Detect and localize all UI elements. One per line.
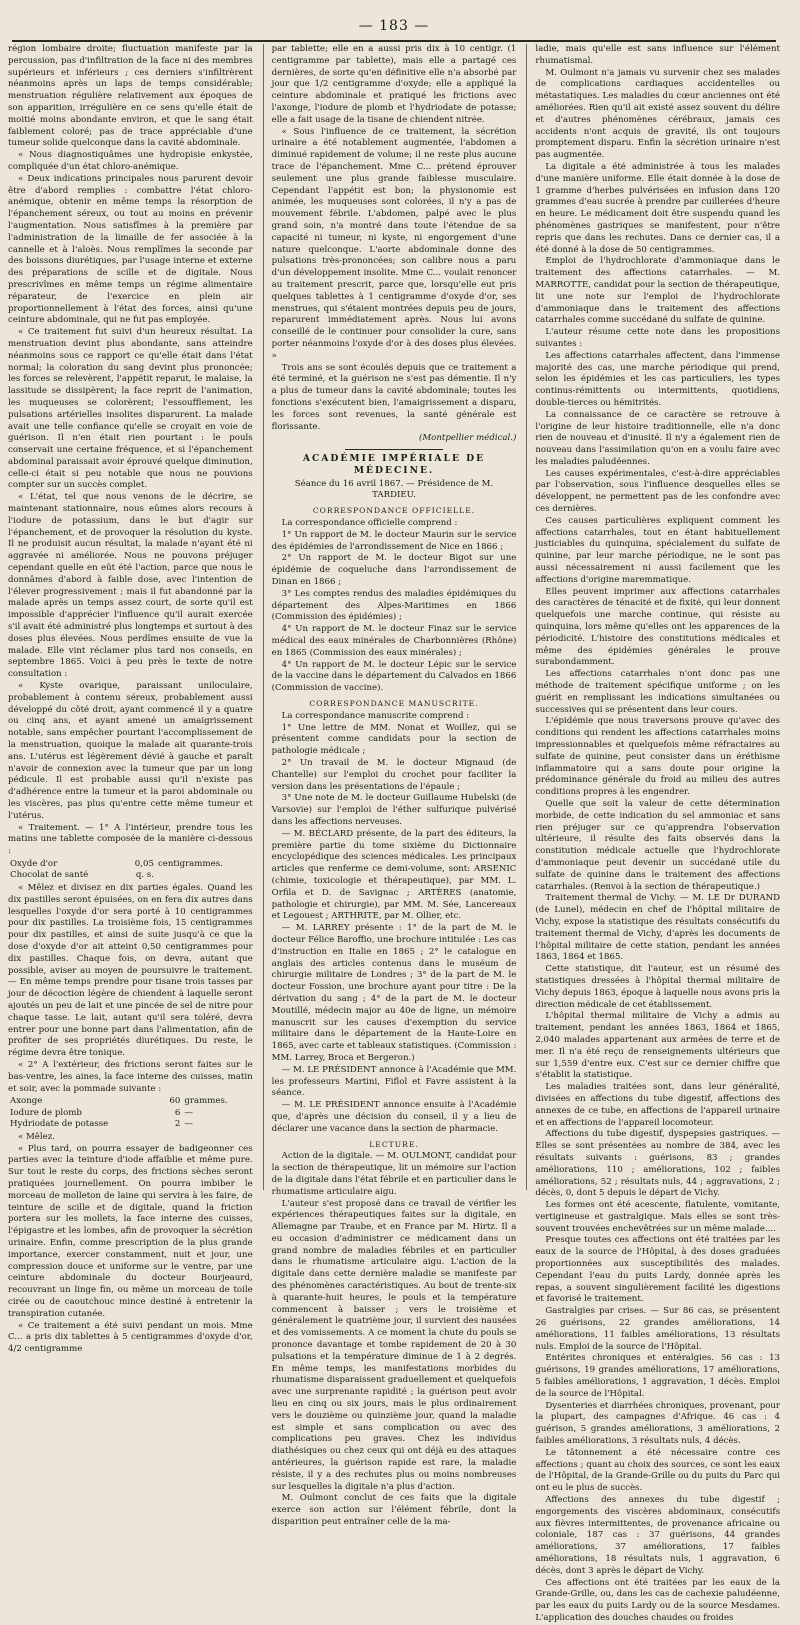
recipe-amount: 0,05 — [134, 858, 154, 869]
subsection-title: CORRESPONDANCE OFFICIELLE. — [312, 506, 476, 516]
paragraph: M. Oulmont n'a jamais vu survenir chez ses malades de complications cardiaques accidentelles ou métastatiques. Les maladies du cœur anciennes ont été améliorées. Rien qu'il ait existé assez souvent du délire et d'autres phénomènes cérébraux, jamais ces accidents n'ont acquis de gravité, ils ont toujours promptement disparu. Enfin la sécrétion urinaire n'est pas augmentée. — [535, 67, 781, 161]
paragraph: Le tâtonnement a été nécessaire contre ces affections ; quant au choix des sources, ce sont les eaux de l'Hôpital, de la Grande-Grille ou du puits du Parc qui ont eu le plus de succès. — [535, 1447, 781, 1494]
paragraph: Affections du tube digestif, dyspepsies gastriques. — Elles se sont présentées au nombre de 384, avec les résultats suivants : guérisons, 83 ; grandes améliorations, 110 ; améliorations, 102 ; faibles améliorations, 52 ; résultats nuls, 44 ; aggravations, 2 ; décès, 0, dont 5 depuis le départ de Vichy. — [535, 1129, 781, 1199]
paragraph: « Plus tard, on pourra essayer de badigeonner ces parties avec la teinture d'iode affaiblie et même pure. Sur tout le reste du corps, des frictions sèches seront pratiquées journellement. On pourra imbiber le morceau de molleton de laine qui servira à les faire, de teinture de scille et de digitale, quand la friction portera sur les mollets, la face interne des cuisses, l'épigastre et les lombes, afin de provoquer la sécrétion urinaire. Enfin, comme prescription de la plus grande importance, exercer constamment, nuit et jour, une compression douce et uniforme sur le ventre, par une ceinture abdominale du docteur Bourjeaurd, recouvrant un linge fin, ou même un morceau de toile cirée ou de caoutchouc mince destiné à entretenir la transpiration cutanée. — [8, 1143, 253, 1319]
session-line: Séance du 16 avril 1867. — Présidence de M. TARDIEU. — [294, 478, 494, 501]
paragraph: Ces causes particulières expliquent comment les affections catarrhales, tout en étant habituellement justiciables du quinquina, spécialement du sulfate de quinine, par leur marche périodique, ne le sont pas aussi nécessairement ni aussi facilement que les affections d'origine maremmatique. — [535, 515, 781, 585]
paragraph: M. Oulmont conclut de ces faits que la digitale exerce son action sur l'élément fébrile, dont la disparition peut entraîner celle de la ma- — [271, 1493, 517, 1528]
source-citation: (Montpellier médical.) — [419, 433, 517, 444]
paragraph: « Traitement. — 1° A l'intérieur, prendre tous les matins une tablette composée de la manière ci-dessous : — [8, 822, 253, 857]
section-divider — [345, 449, 443, 450]
paragraph: L'hôpital thermal militaire de Vichy a admis au traitement, pendant les années 1863, 1864 et 1865, 2,040 malades appartenant aux armées de terre et de mer. Il n'a été reçu de renseignements ultérieurs que sur 1,559 d'entre eux. C'est sur ce dernier chiffre que s'établit la statistique. — [535, 1011, 781, 1081]
paragraph: — M. LE PRÉSIDENT annonce ensuite à l'Académie que, d'après une décision du conseil, il y a lieu de déclarer une vacance dans la section de pharmacie. — [271, 1100, 517, 1134]
paragraph: 2° Un rapport de M. le docteur Bigot sur une épidémie de coqueluche dans l'arrondissement de Dinan en 1866 ; — [271, 553, 517, 588]
paragraph: — M. LE PRÉSIDENT annonce à l'Académie que MM. les professeurs Martini, Fiflol et Favre assistent à la séance. — [271, 1064, 517, 1099]
paragraph: Gastralgies par crises. — Sur 86 cas, se présentent 26 guérisons, 22 grandes améliorations, 14 améliorations, 11 faibles améliorations, 13 résultats nuls. Emploi de la source de l'Hôpital. — [535, 1306, 781, 1352]
paragraph: Trois ans se sont écoulés depuis que ce traitement a été terminé, et la guérison ne s'est pas démentie. Il n'y a plus de tumeur dans la cavité abdominale; toutes les fonctions s'exécutent bien, l'amaigrissement a disparu, les forces sont revenues, la santé générale est florissante. — [271, 362, 517, 432]
paragraph: Action de la digitale. — M. OULMONT, candidat pour la section de thérapeutique, lit un mémoire sur l'action de la digitale dans l'état fébrile et en particulier dans le rhumatisme articulaire aigu. — [271, 1151, 517, 1197]
paragraph: ladie, mais qu'elle est sans influence sur l'élément rhumatismal. — [535, 44, 781, 66]
paragraph: La correspondance manuscrite comprend : — [281, 710, 470, 721]
recipe-ingredient: Axonge — [10, 1096, 43, 1107]
paragraph: — M. LARREY présente : 1° de la part de M. le docteur Félice Baroffio, une brochure intitulée : Les cas d'instruction en Italie en 1865 ; 2° le catalogue en anglais des articles contenus dans le muséum de chirurgie militaire de Londres ; 3° de la part de M. le docteur Fossion, une brochure ayant pour titre : De la dérivation du sang ; 4° de la part de M. le docteur Moutillé, médecin major au 40e de ligne, un mémoire manuscrit sur les causes d'exemption du service militaire dans le département de la Haute-Loire en 1865, avec carte et tableaux statistiques. (Commission : MM. Larrey, Broca et Bergeron.) — [271, 923, 517, 1063]
paragraph: Ces affections ont été traitées par les eaux de la Grande-Grille, ou, dans les cas de cachexie paludéenne, par les eaux du puits Lardy ou de la source Mesdames. L'application des douches chaudes ou froides — [535, 1577, 781, 1623]
paragraph: par tablette; elle en a aussi pris dix à 10 centigr. (1 centigramme par tablette), mais elle a partagé ces dernières, de sorte qu'en définitive elle n'a absorbé par jour que 1/2 centigramme d'oxyde; elle a appliqué la ceinture abdominale et pratiqué les frictions avec l'axonge, l'iodure de plomb et l'hydriodate de potasse; elle a fait usage de la tisane de chiendent nitrée. — [271, 44, 517, 125]
paragraph: 1° Un rapport de M. le docteur Maurin sur le service des épidémies de l'arrondissement de Nice en 1866 ; — [271, 529, 517, 552]
paragraph: Les formes ont été acescente, flatulente, vomitante, vertigineuse et gastralgique. Mais elles se sont très-souvent trouvées enchevêtrées sur un même malade.... — [535, 1200, 781, 1234]
paragraph: L'épidémie que nous traversons prouve qu'avec des conditions qui rendent les affections catarrhales moins impressionnables et quelquefois même réfractaires au sulfate de quinine, peut consister dans un éréthisme inflammatoire qui a sans doute pour origine la prédominance générale du froid au milieu des autres conditions propres à les engendrer. — [535, 716, 781, 798]
paragraph: Les affections catarrhales n'ont donc pas une méthode de traitement spécifique uniforme ; on les guérit en remplissant les indications simultanées ou successives qui se présentent dans leur cours. — [535, 669, 781, 715]
paragraph: « L'état, tel que nous venons de le décrire, se maintenant stationnaire, nous eûmes alors recours à l'iodure de potassium, dans le but d'agir sur l'épanchement, et de provoquer la résolution du kyste. Il ne produisit aucun résultat, la malade n'ayant été ni aggravée ni améliorée. Nous ne pouvons préjuger cependant quelle en eût été l'action, parce que nous le donnâmes d'abord à faible dose, avec l'intention de l'élever progressivement ; mais il fut abandonné par la malade après un temps assez court, de sorte qu'il est impossible d'apprécier l'influence qu'il aurait exercée s'il avait été administré plus longtemps et surtout à des doses plus élevées. Nous perdîmes ensuite de vue la malade. Elle vint réclamer plus tard nos conseils, en septembre 1865. Voici à peu près le texte de notre consultation : — [8, 492, 253, 680]
recipe-ingredient: Hydriodate de potasse — [10, 1119, 109, 1130]
header-rule — [12, 40, 776, 42]
paragraph: « 2° A l'extérieur, des frictions seront faites sur le bas-ventre, les aines, la face interne des cuisses, matin et soir, avec la pommade suivante : — [8, 1059, 253, 1094]
paragraph: La digitale a été administrée à tous les malades d'une manière uniforme. Elle était donnée à la dose de 1 gramme d'herbes pulvérisées en infusion dans 120 grammes d'eau sucrée à prendre par cuillerées d'heure en heure. Le médicament doit être suspendu quand les phénomènes gastriques se manifestent, pour n'être repris que dans les rechutes. Dans ce dernier cas, il a été donné à la dose de 50 centigrammes. — [535, 161, 781, 255]
page-number: — 183 — — [358, 18, 430, 34]
paragraph: « Mêlez. — [18, 1131, 55, 1142]
text-columns — [8, 44, 781, 1623]
paragraph: L'auteur s'est proposé dans ce travail de vérifier les expériences thérapeutiques faites sur la digitale, en Allemagne par Traube, et en France par M. Hirtz. Il a eu occasion d'administrer ce médicament dans un grand nombre de maladies fébriles et en particulier dans le rhumatisme articulaire aigu. L'action de la digitale dans cette dernière maladie se manifeste par des phénomènes caractéristiques. Au bout de trente-six à quarante-huit heures, le pouls et la température commencent à baisser ; vers le troisième et généralement le quatrième jour, il survient des nausées et des vomissements. A ce moment la chute du pouls se prononce davantage et tombe rapidement de 20 à 30 pulsations et la température diminue de 1 à 2 degrés. En même temps, les manifestations morbides du rhumatisme disparaissent graduellement et quelquefois avec une surprenante rapidité ; la guérison peut avoir lieu en cinq ou six jours, mais le plus ordinairement vers le douzième ou quinzième jour, quand la maladie est simple et sans complication ou avec des complications peu graves. Chez les individus diathésiques ou chez ceux qui ont déjà eu des attaques antérieures, la guérison rapide est rare, la maladie résiste, il y a des rechutes plus ou moins nombreuses sur lesquelles la digitale n'a plus d'action. — [271, 1198, 517, 1492]
page-header — [8, 0, 780, 44]
recipe-row — [8, 1096, 253, 1108]
paragraph: La correspondance officielle comprend : — [281, 518, 458, 529]
paragraph: 4° Un rapport de M. le docteur Lépic sur le service de la vaccine dans le département du Calvados en 1866 (Commission de vaccine). — [271, 659, 517, 694]
paragraph: Quelle que soit la valeur de cette détermination morbide, de cette indication du sel ammoniac et sans rien préjuger sur ce qu'apprendra l'observation ultérieure, il résulte des faits observés dans la constitution médicale actuelle que l'hydrochlorate d'ammoniaque peut devenir un succédané utile du sulfate de quinine dans le traitement des affections catarrhales. (Renvoi à la section de thérapeutique.) — [535, 799, 781, 892]
subsection-title: CORRESPONDANCE MANUSCRITE. — [309, 699, 479, 709]
recipe-unit: — — [184, 1119, 193, 1130]
paragraph: — M. BÉCLARD présente, de la part des éditeurs, la première partie du tome sixième du Dictionnaire encyclopédique des sciences médicales. Les principaux articles que renferme ce demi-volume, sont: ARSENIC (chimie, toxicologie et thérapeutique), par MM. L. Orfila et D. de Savignac ; ARTÈRES (anatomie, pathologie et chirurgie), par MM. M. Sée, Lancereaux et Legouest ; ARTHRITE, par M. Ollier, etc. — [271, 828, 517, 922]
paragraph: Entérites chroniques et entéralgies. 56 cas : 13 guérisons, 19 grandes améliorations, 17 améliorations, 5 faibles améliorations, 1 aggravation, 1 décès. Emploi de la source de l'Hôpital. — [535, 1353, 781, 1399]
paragraph: La connaissance de ce caractère se retrouve à l'origine de leur histoire traditionnelle, elle n'a donc rien de nouveau et d'inusité. Il n'y a également rien de nouveau dans l'assimilation qu'on en a voulu faire avec les maladies paludéennes. — [535, 409, 781, 467]
recipe-amount: 6 — [174, 1107, 181, 1118]
paragraph: « Kyste ovarique, paraissant uniloculaire, probablement à contenu séreux, probablement aussi développé du côté droit, ayant commencé il y a quatre ou cinq ans, et ayant amené un amaigrissement notable, sans empêcher pourtant l'accomplissement de la menstruation, quoique la malade ait quarante-trois ans. L'utérus est légèrement dévié à gauche et paraît n'avoir de connexion avec la tumeur que par un long pédicule. Il est probable aussi qu'il n'existe pas d'adhérence entre la tumeur et la paroi abdominale ou les viscères, pas plus qu'entre cette même tumeur et l'utérus. — [8, 681, 253, 821]
paragraph: Cette statistique, dit l'auteur, est un résumé des statistiques dressées à l'hôpital thermal militaire de Vichy depuis 1863, époque à laquelle nous avons pris la direction médicale de cet établissement. — [535, 964, 781, 1010]
recipe-amount: 60 — [169, 1096, 181, 1107]
paragraph: Elles peuvent imprimer aux affections catarrhales des caractères de ténacité et de fixité, qui leur donnent quelquefois une marche continue, qui résiste au quinquina, lors même qu'elles ont les apparences de la périodicité. L'histoire des constitutions médicales et même des épidémies générales le prouve surabondamment. — [535, 586, 781, 668]
recipe-row — [8, 859, 253, 871]
paragraph: « Ce traitement fut suivi d'un heureux résultat. La menstruation devint plus abondante, sans atteindre néanmoins sous ce rapport ce qu'elle était dans l'état normal; la coloration du sang devint plus prononcée; les forces se relevèrent, l'appétit reparut, le malaise, la lassitude se dissipèrent; la face reprit de l'animation, les muqueuses se colorèrent; l'essoufflement, les pulsations artérielles insolites disparurent. La malade avait une telle confiance qu'elle se croyait en voie de guérison. Il n'en était rien pourtant : le pouls conservait une certaine fréquence, et si l'épanchement abdominal paraissait avoir éprouvé quelque diminution, celle-ci était si peu notable que nous ne pouvions compter sur un succès complet. — [8, 327, 253, 491]
column-2 — [263, 44, 517, 1528]
column-1 — [8, 44, 253, 1355]
recipe-ingredient: Iodure de plomb — [10, 1107, 82, 1118]
section-title: ACADÉMIE IMPÉRIALE DE MÉDECINE. — [302, 453, 486, 476]
recipe-ingredient: Chocolat de santé — [10, 870, 89, 881]
recipe-row — [8, 1108, 253, 1120]
recipe-ingredient: Oxyde d'or — [10, 858, 58, 869]
paragraph: 3° Les comptes rendus des maladies épidémiques du département des Alpes-Maritimes en 1866 (Commission des épidémies) ; — [271, 588, 517, 623]
paragraph: Les affections catarrhales affectent, dans l'immense majorité des cas, une marche périodique qui prend, selon les épidémies et les cas particuliers, les types continus-rémittents ou intermittents, quotidiens, double-tierces ou hémitrités. — [535, 350, 781, 408]
recipe-row — [8, 1119, 253, 1131]
paragraph: « Deux indications principales nous parurent devoir être d'abord remplies : combattre l'état chloro-anémique, obtenir en même temps la résorption de l'épanchement séreux, ou tout au moins en prévenir l'augmentation. Nous satisfîmes à la première par l'administration de la limaille de fer associée à la cannelle et à l'aloès. Nous remplîmes la seconde par des boissons diurétiques, par l'usage interne et externe des préparations de scille et de digitale. Nous prescrivîmes en même temps un régime alimentaire réparateur, de l'exercice en plein air proportionnellement à l'état des forces, ainsi qu'une ceinture abdominale, qui ne fut pas employée. — [8, 173, 253, 326]
paragraph: Emploi de l'hydrochlorate d'ammoniaque dans le traitement des affections catarrhales. — M. MARROTTE, candidat pour la section de thérapeutique, lit une note sur l'emploi de l'hydrochlorate d'ammoniaque dans le traitement des affections catarrhales comme succédané du sulfate de quinine. — [535, 256, 781, 326]
paragraph: Traitement thermal de Vichy. — M. LE Dr DURAND (de Lunel), médecin en chef de l'hôpital militaire de Vichy, expose la statistique des résultats consécutifs du traitement thermal de Vichy, d'après les documents de l'hôpital militaire de cette station, pendant les années 1863, 1864 et 1865. — [535, 893, 781, 963]
recipe-table — [8, 1096, 253, 1131]
recipe-table — [8, 859, 253, 882]
paragraph: « Sous l'influence de ce traitement, la sécrétion urinaire a été notablement augmentée, l'abdomen a diminué rapidement de volume; il ne reste plus aucune trace de l'épanchement. Mme C... prétend éprouver seulement une plus grande faiblesse musculaire. Cependant l'appétit est bon; la physionomie est animée, les muqueuses sont colorées, il n'y a pas de mouvement fébrile. L'abdomen, palpé avec le plus grand soin, n'a montré dans toute l'étendue de sa capacité ni tumeur, ni kyste, ni engorgement d'une nature quelconque. L'aorte abdominale donne des pulsations très-prononcées; son calibre nous a paru d'un développement insolite. Mme C... voulait renoncer au traitement prescrit, parce que, lorsqu'elle eut pris quelques tablettes à 1 centigramme d'oxyde d'or, ses menstrues, qui s'étaient montrées depuis peu de jours, reparurent immédiatement après. Nous lui avons conseillé de le continuer pour consolider la cure, sans porter néanmoins l'oxyde d'or à des doses plus élevées. » — [271, 126, 517, 361]
paragraph: Les causes expérimentales, c'est-à-dire appréciables par l'observation, sous l'influence desquelles elles se développent, ne permettent pas de les confondre avec ces dernières. — [535, 468, 781, 515]
paragraph: Presque toutes ces affections ont été traitées par les eaux de la source de l'Hôpital, à des doses graduées proportionnées aux susceptibilités des malades. Cependant l'eau du puits Lardy, donnée après les repas, a souvent singulièrement facilité les digestions et favorisé le traitement. — [535, 1235, 781, 1305]
paragraph: 4° Un rapport de M. le docteur Finaz sur le service médical des eaux minérales de Charbonnières (Rhône) en 1865 (Commission des eaux minérales) ; — [271, 624, 517, 658]
paragraph: région lombaire droite; fluctuation manifeste par la percussion, pas d'infiltration de la face ni des membres supérieurs et inférieurs ; ces derniers s'infiltrèrent néanmoins après un laps de temps considérable; menstruation régulière relativement aux époques de son apparition, irrégulière en ce sens qu'elle était de moitié moins abondante environ, et que le sang était faiblement coloré; pas de trace appréciable d'une tumeur solide quelconque dans la cavité abdominale. — [8, 44, 253, 149]
column-3 — [526, 44, 781, 1623]
recipe-unit: grammes. — [184, 1096, 228, 1107]
paragraph: 3° Une note de M. le docteur Guillaume Hubelski (de Varsovie) sur l'emploi de l'éther sulfurique pulvérisé dans les affections nerveuses. — [271, 793, 517, 827]
paragraph: L'auteur résume cette note dans les propositions suivantes : — [535, 327, 781, 349]
paragraph: « Nous diagnostiquâmes une hydropisie enkystée, compliquée d'un état chloro-anémique. — [8, 150, 253, 172]
paragraph: Les maladies traitées sont, dans leur généralité, divisées en affections du tube digestif, affections des annexes de ce tube, en affections de l'appareil urinaire et en affections de l'appareil locomoteur. — [535, 1082, 781, 1128]
recipe-unit — [156, 870, 253, 882]
paragraph: « Ce traitement a été suivi pendant un mois. Mme C... a pris dix tablettes à 5 centigrammes d'oxyde d'or, 4/2 centigramme — [8, 1320, 253, 1355]
recipe-row — [8, 870, 253, 882]
paragraph: 2° Un travail de M. le docteur Mignaud (de Chantelle) sur l'emploi du crochet pour faciliter la version dans les présentations de l'épaule ; — [271, 758, 517, 792]
recipe-amount: q. s. — [135, 870, 154, 881]
paragraph: 1° Une lettre de MM. Nonat et Woillez, qui se présentent comme candidats pour la section de pathologie médicale ; — [271, 722, 517, 757]
recipe-unit: centigrammes. — [157, 858, 223, 869]
paragraph: « Mêlez et divisez en dix parties égales. Quand les dix pastilles seront épuisées, on en fera dix autres dans lesquelles l'oxyde d'or sera porté à 10 centigrammes pour dix pastilles. La troisième fois, 15 centigrammes pour dix pastilles, et ainsi de suite jusqu'à ce que la dose d'oxyde d'or ait atteint 0,50 centigrammes pour dix pastilles. Chaque fois, on devra, autant que possible, aviser au moyen de poursuivre le traitement. — En même temps prendre pour tisane trois tasses par jour de décoction légère de chiendent à laquelle seront ajoutés un peu de lait et une pincée de sel de nitre pour chaque tasse. Le lait, autant qu'il sera toléré, devra entrer pour une bonne part dans l'alimentation, afin de profiter de ses propriétés diurétiques. Du reste, le régime devra être tonique. — [8, 882, 253, 1059]
recipe-amount: 2 — [174, 1119, 181, 1130]
paragraph: Affections des annexes du tube digestif ; engorgements des viscères abdominaux, consécutifs aux fièvres intermittentes, de provenance africaine ou coloniale, 187 cas : 37 guérisons, 44 grandes améliorations, 37 améliorations, 17 faibles améliorations, 18 résultats nuls, 1 aggravation, 6 décès, dont 3 après le départ de Vichy. — [535, 1495, 781, 1576]
recipe-unit: — — [184, 1107, 193, 1118]
subsection-title: LECTURE. — [369, 1139, 419, 1149]
paragraph: Dysenteries et diarrhées chroniques, provenant, pour la plupart, des campagnes d'Afrique. 46 cas : 4 guérison, 5 grandes améliorations, 3 améliorations, 2 faibles améliorations, 3 résultats nuls, 4 décès. — [535, 1400, 781, 1447]
